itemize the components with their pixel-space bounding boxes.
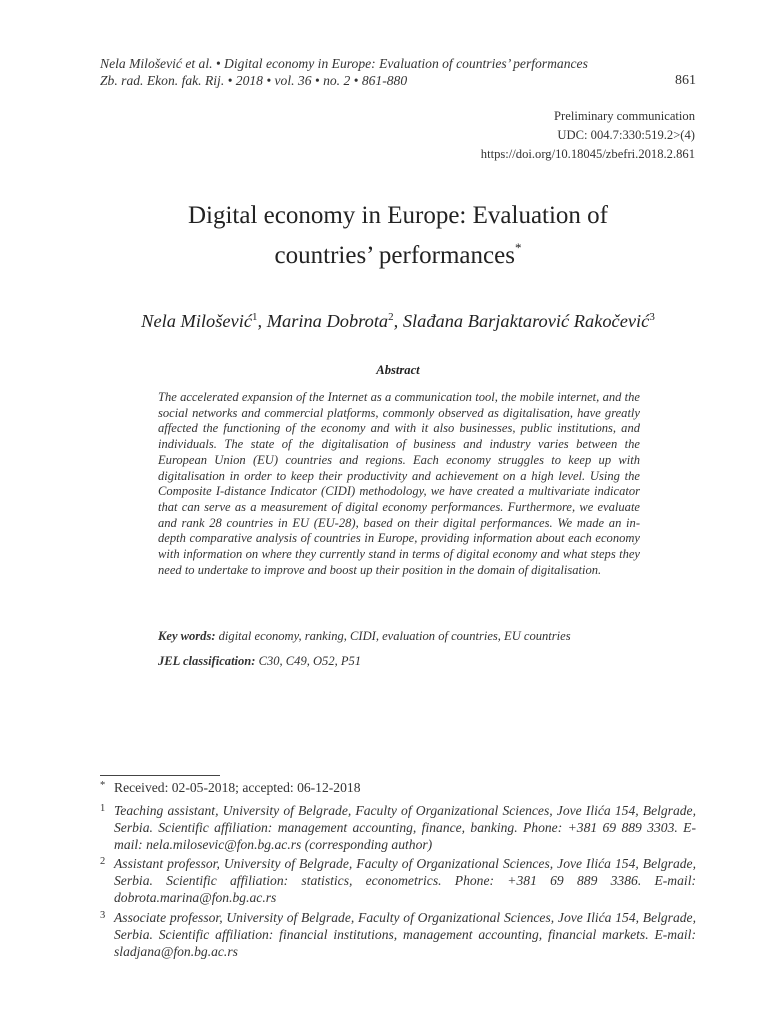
running-head-title: Nela Milošević et al. • Digital economy in Europe: Evaluation of countries’ performances [100,56,588,71]
page-number: 861 [675,73,696,88]
footnote-2 [100,855,696,906]
footnote-text: Assistant professor, University of Belgrade, Faculty of Organizational Sciences, Jove Ilića 154, Belgrade, Serbia. Scientific affiliation: statistics, econometrics. Phone: +381 69 889 3386. E-mail: dobrota.marina@fon.bg.ac.rs [114,856,696,905]
footnote-mark: * [100,780,106,791]
footnote-mark: 3 [100,910,106,921]
title-line-2 [100,232,696,272]
author-list [100,305,696,333]
author-2 [267,311,403,331]
author-name: Marina Dobrota [266,311,389,331]
footnote-1 [100,802,696,853]
footnote-text: Associate professor, University of Belgrade, Faculty of Organizational Sciences, Jove Ilića 154, Belgrade, Serbia. Scientific affiliation: financial institutions, management accounting, financial markets. E-mail: sladjana@fon.bg.ac.rs [114,910,696,959]
affiliation-mark[interactable]: 3 [649,311,655,323]
keywords-label: Key words: [158,629,216,643]
udc-code: UDC: 004.7:330:519.2>(4) [557,128,695,142]
keywords-value: digital economy, ranking, CIDI, evaluation of countries, EU countries [218,629,571,643]
title-line-2-text: countries’ performances [274,242,515,269]
running-head-citation: Zb. rad. Ekon. fak. Rij. • 2018 • vol. 36 • no. 2 • 861-880 [100,73,408,88]
jel-value: C30, C49, O52, P51 [258,654,362,668]
abstract-body: The accelerated expansion of the Internet as a communication tool, the mobile internet, and the social networks and commercial platforms, commonly observed as digitalisation, have greatly affected the functioning of the economy and with it also businesses, public institutions, and individuals. The state of the digitalisation of business and industry varies between the European Union (EU) countries and regions. Each economy struggles to keep up with digitalisation in order to keep their productivity and achievement on a high level. Using the Composite I-distance Indicator (CIDI) methodology, we have created a multivariate indicator that can serve as a measurement of digital economy performances. Furthermore, we evaluate and rank 28 countries in EU (EU-28), based on their digital performances. We made an in-depth comparative analysis of countries in Europe, providing information about each economy with information on where they currently stand in terms of digital economy and what steps they need to undertake to improve and boost up their position in the domain of digitalisation. [158,390,640,577]
footnote-3 [100,909,696,960]
abstract-heading: Abstract [376,363,420,377]
article-meta [481,107,695,164]
running-head-citation-line [100,72,696,89]
jel-label: JEL classification: [158,654,256,668]
footnote-mark: 2 [100,856,106,867]
paper-title [100,200,696,272]
doi-link[interactable]: https://doi.org/10.18045/zbefri.2018.2.861 [480,147,695,161]
title-footnote-mark[interactable]: * [514,240,522,255]
author-separator: , [257,311,267,331]
keywords [158,629,640,645]
author-3 [403,311,655,331]
author-name: Slađana Barjaktarović Rakočević [402,311,650,331]
author-1 [141,311,267,331]
article-type: Preliminary communication [554,109,695,123]
footnote-text: Received: 02-05-2018; accepted: 06-12-2018 [114,780,361,795]
running-head [100,55,696,89]
title-line-1: Digital economy in Europe: Evaluation of [187,202,609,229]
author-separator: , [393,311,403,331]
author-name: Nela Milošević [141,311,252,331]
footnote-mark: 1 [100,803,106,814]
footnote-divider [100,775,220,776]
footnote-text: Teaching assistant, University of Belgrade, Faculty of Organizational Sciences, Jove Ilića 154, Belgrade, Serbia. Scientific affiliation: management accounting, finance, banking. Phone: +381 69 889 3303. E-mail: nela.milosevic@fon.bg.ac.rs (corresponding author) [114,803,696,852]
footnote-received [100,779,696,796]
affiliation-mark[interactable]: 2 [388,311,394,323]
affiliation-mark[interactable]: 1 [252,311,258,323]
jel-classification [158,654,640,670]
